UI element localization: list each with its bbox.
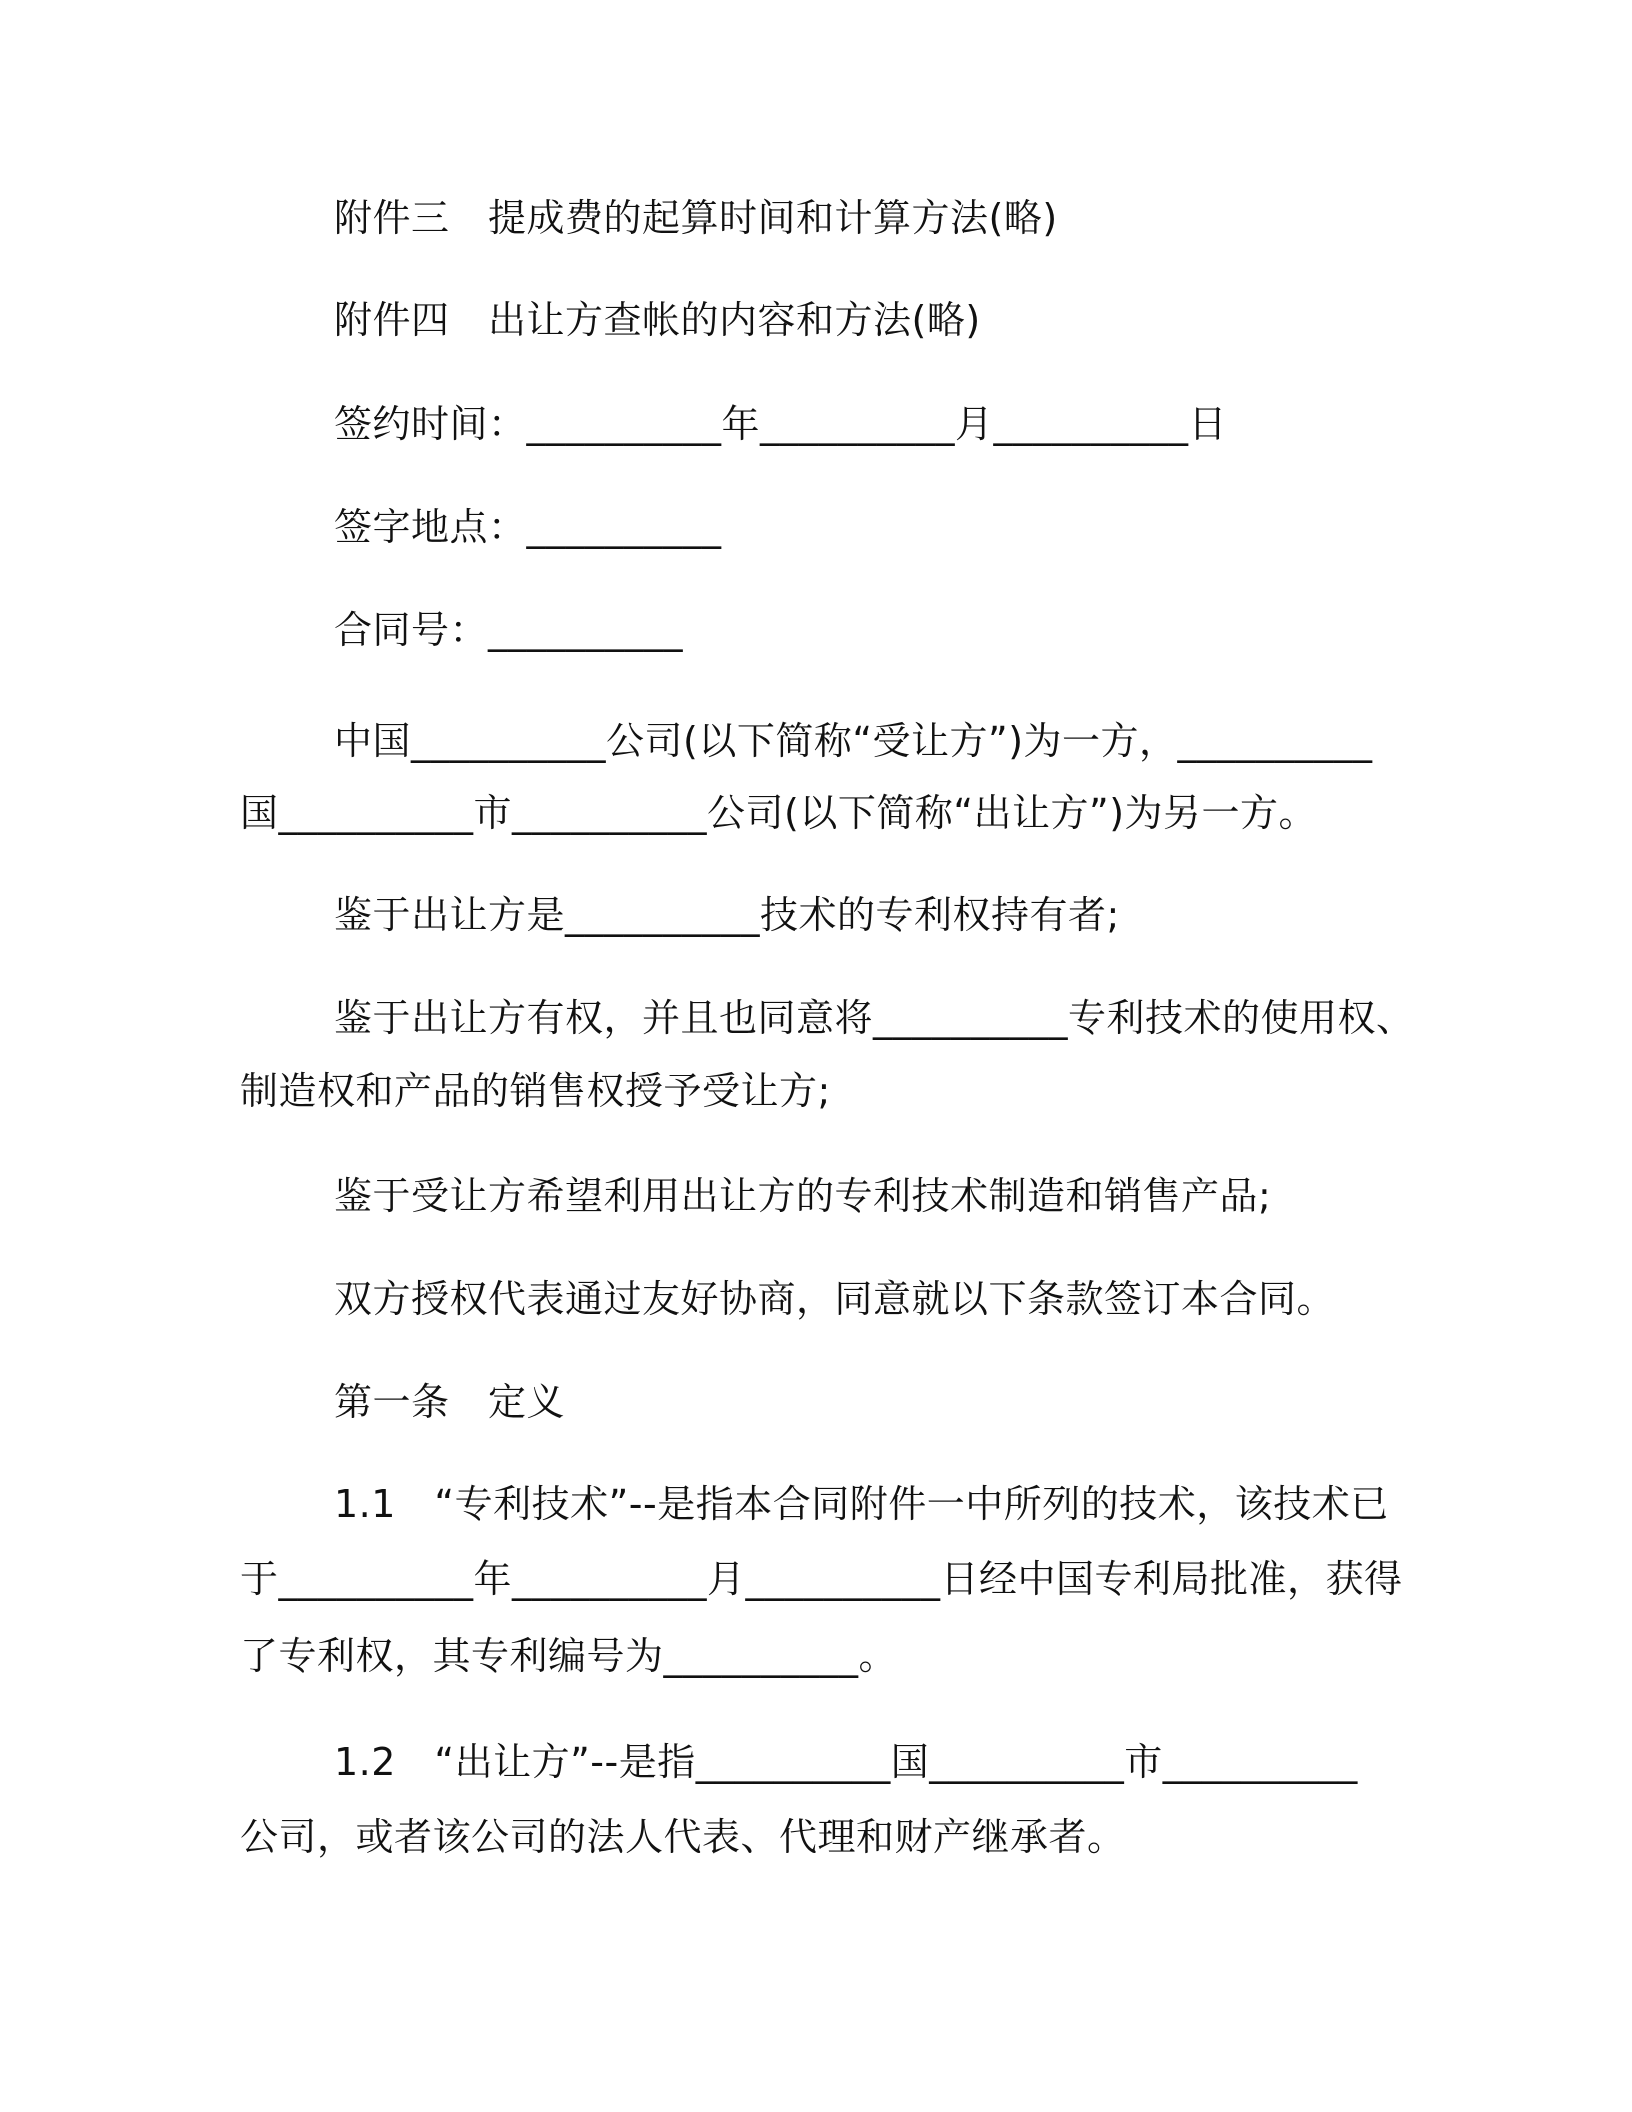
signing-date-line: 签约时间：__________年__________月__________日 <box>334 402 1228 446</box>
whereas-3-line: 鉴于受让方希望利用出让方的专利技术制造和销售产品; <box>334 1174 1272 1218</box>
whereas-1-line: 鉴于出让方是__________技术的专利权持有者; <box>334 893 1120 937</box>
clause-1-1-line-2: 于__________年__________月__________日经中国专利局批准，获得 <box>240 1557 1403 1601</box>
parties-line-1: 中国__________公司(以下简称“受让方”)为一方，__________ <box>334 719 1373 763</box>
article-1-heading: 第一条 定义 <box>334 1380 566 1424</box>
signing-place-line: 签字地点：__________ <box>334 505 722 549</box>
clause-1-2-line-2: 公司，或者该公司的法人代表、代理和财产继承者。 <box>240 1815 1126 1859</box>
clause-1-1-line-3: 了专利权，其专利编号为__________。 <box>240 1634 898 1678</box>
clause-1-1-line-1: 1.1 “专利技术”--是指本合同附件一中所列的技术，该技术已 <box>334 1482 1389 1526</box>
clause-1-2-line-1: 1.2 “出让方”--是指__________国__________市__________ <box>334 1740 1358 1784</box>
contract-number-line: 合同号：__________ <box>334 608 684 652</box>
agreement-line: 双方授权代表通过友好协商，同意就以下条款签订本合同。 <box>334 1277 1336 1321</box>
attachment-3-line: 附件三 提成费的起算时间和计算方法(略) <box>334 196 1058 240</box>
parties-line-2: 国__________市__________公司(以下简称“出让方”)为另一方。 <box>240 791 1318 835</box>
whereas-2-line-1: 鉴于出让方有权，并且也同意将__________专利技术的使用权、 <box>334 996 1415 1040</box>
attachment-4-line: 附件四 出让方查帐的内容和方法(略) <box>334 298 981 342</box>
whereas-2-line-2: 制造权和产品的销售权授予受让方; <box>240 1069 831 1113</box>
